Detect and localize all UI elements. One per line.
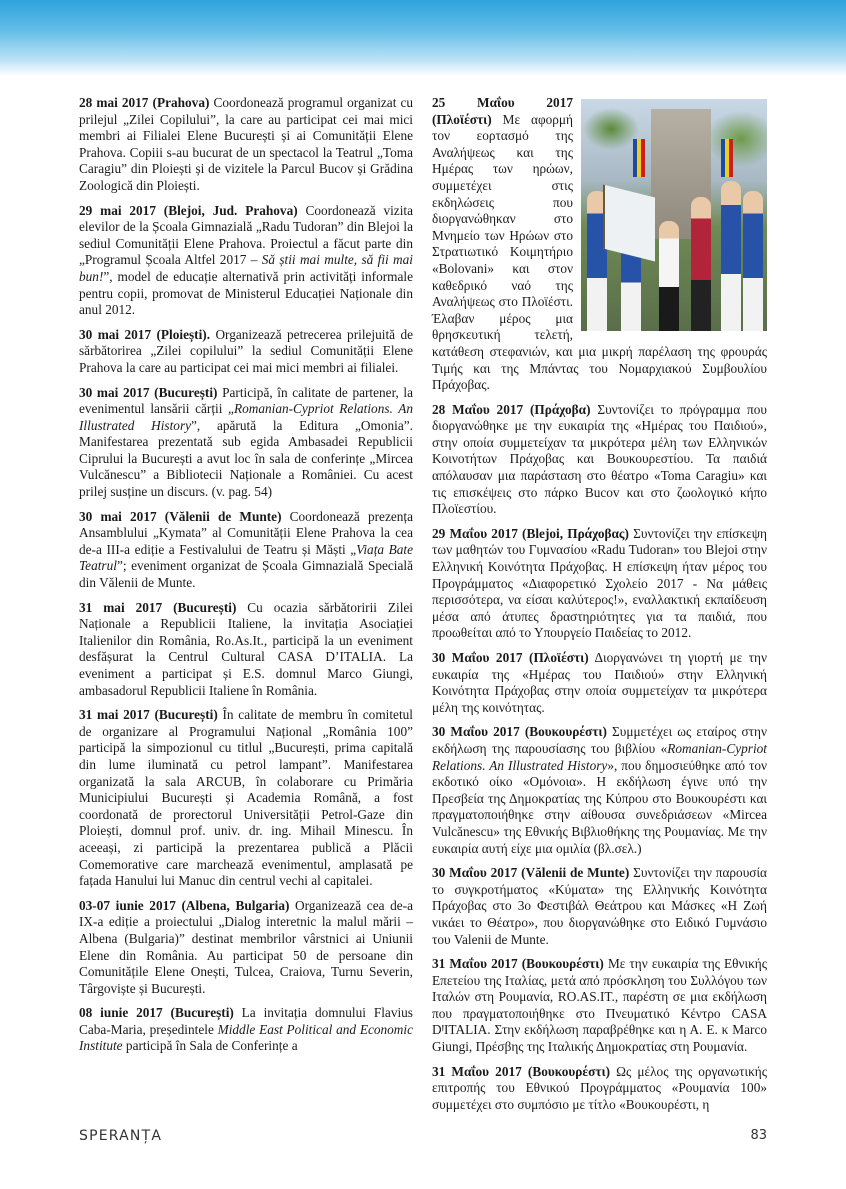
header-band: [0, 0, 846, 76]
person-figure: [721, 181, 741, 331]
entry: 30 Μαΐου 2017 (Vălenii de Munte) Συντονίζει την παρουσία το συγκροτήματος «Κύματα» της Ελληνικής Κοινότητα Πράχοβας στο 3ο Φεστιβάλ Θεάτρου και Μάσκες «Η Ζωή νικάει το Θέατρο», που διοργανώθηκε στο Ειδικό Γυμνάσιο του Valenii de Munte.: [432, 865, 767, 947]
publication-name: SPERANȚA: [79, 1128, 163, 1144]
entry: 29 mai 2017 (Blejoi, Jud. Prahova) Coordonează vizita elevilor de la Școala Gimnazială „Radu Tudoran” din Blejoi la sediul Comunității Elene Prahova. Proiectul a făcut parte din „Programul Școala Altfel 2017 – Să știi mai multe, să fii mai bun!”, model de educație alternativă prin activități informale pentru copii, promovat de Ministerul Educației Naționale din anul 2012.: [79, 202, 413, 318]
right-column: [432, 95, 767, 1121]
person-figure: [743, 191, 763, 331]
entry: 30 mai 2017 (Ploiești). Organizează petrecerea prilejuită de sărbătorirea „Zilei copilului” la sediul Comunității Elene Prahova la care au participat cei mai mici membri ai filialei.: [79, 326, 413, 375]
entry: 30 mai 2017 (Vălenii de Munte) Coordonează prezența Ansamblului „Kymata” al Comunității Elene Prahova la cea de-a III-a ediție a Festivalului de Teatru și Măști „Viața Bate Teatrul”; eveniment organizat de Școala Gimnazială Specială din Vălenii de Munte.: [79, 508, 414, 591]
entry: 31 Μαΐου 2017 (Βουκουρέστι) Με την ευκαιρία της Εθνικής Επετείου της Ιταλίας, μετά από πρόσκληση του Συλλόγου των Ιταλών στη Ρουμανία, RO.AS.IT., παρέστη σε μια εκδήλωση που πραγματοποιήθηκε στο Πνευματικό Κέντρο CASA DꞋITALIA. Στην εκδήλωση παραβρέθηκε και η Α. Ε. κ Marco Giungi, Πρέσβης της Ιταλικής Δημοκρατίας στη Ρουμανία.: [432, 956, 767, 1055]
page-number: 83: [750, 1128, 767, 1143]
entry: 29 Μαΐου 2017 (Blejoi, Πράχοβας) Συντονίζει την επίσκεψη των μαθητών του Γυμνασίου «Radu Tudoran» του Blejoi στην Ελληνική Κοινότητα Πράχοβας. Η επίσκεψη ήταν μέρος του Προγράμματος «Διαφορετικό Σχολείο 2017 - Να μάθεις περισσότερα, να είσαι καλύτερος!», εναλλακτική εκπαίδευση μέσα από άτυπες δραστηριότητες για τα παιδιά, που προωθείται από το Υπουργείο Παιδείας το 2012.: [432, 525, 768, 641]
entry: 30 Μαΐου 2017 (Βουκουρέστι) Συμμετέχει ως εταίρος στην εκδήλωση της παρουσίασης του βιβλίου «Romanian-Cypriot Relations. An Illustrated History», που δημοσιεύθηκε από τον εκδοτικό οίκο «Ομόνοια». Η εκδήλωση έγινε υπό την Πρεσβεία της Δημοκρατίας της Κύπρου στο Βουκουρέστι και πραγματοποιήθηκε στην αίθουσα συνεδριάσεων «Mircea Vulcănescu» της Εθνικής Βιβλιοθήκης της Ρουμανίας. Με την ευκαιρία αυτή είχε μια ομιλία (βλ.σελ.): [432, 724, 767, 856]
event-photo: [581, 99, 767, 331]
romanian-flag-icon: [633, 139, 645, 177]
entry: 28 Μαΐου 2017 (Πράχοβα) Συντονίζει το πρόγραμμα που διοργανώθηκε με την ευκαιρία της «Ημέρας του Παιδιού», στην οποία συμμετείχαν τα μικρότερα μέλη των Ελληνικών Κοινοτήτων Πράχοβας και Βουκουρεστίου. Τα παιδιά απόλαυσαν μια παράσταση στο θέατρο «Toma Caragiu» και τις επισκέψεις στο πάρκο Bucov και στο ζωολογικό κήπο Πλοϊεστίου.: [432, 401, 767, 517]
romanian-flag-icon: [721, 139, 733, 177]
entry: 31 mai 2017 (București) Cu ocazia sărbătoririi Zilei Naționale a Republicii Italiene, la invitația Asociației Italienilor din România, Ro.As.It., participă la un eveniment desfășurat la Centrul Cultural CASA D’ITALIA. La eveniment a participat și E.S. domnul Marco Giungi, ambasadorul Republicii Italiene în România.: [79, 599, 413, 698]
entry: 25 Μαΐου 2017 (Πλοϊέστι) Με αφορμή τον εορτασμό της Αναλήψεως και της Ημέρας των ηρώων, συμμετέχει στις εκδηλώσεις που διοργανώθηκαν στο Μνημείο των Ηρώων στο Στρατιωτικό Κοιμητήριο «Bolovani» και στον καθεδρικό ναό της Αναλήψεως στο Πλοϊέστι. Έλαβαν μέρος μια θρησκευτική τελετή, κατάθεση στεφανιών, και μια μικρή παρέλαση της φρουράς Τιμής και της Μπάντας του Νομαρχιακού Συμβουλίου Πράχοβας.: [432, 95, 767, 393]
white-flag-shape: [603, 185, 655, 262]
entry: 28 mai 2017 (Prahova) Coordonează programul organizat cu prilejul „Zilei Copilului”, la care au participat cei mai mici membri ai Filialei Elene București și ai Comunității Elene Prahova. Copiii s-au bucurat de un spectacol la Teatrul „Toma Caragiu” din Ploiești și de vizitele la Parcul Bucov și Grădina Zoologică din Ploiești.: [79, 95, 414, 193]
entry: 03-07 iunie 2017 (Albena, Bulgaria) Organizează cea de-a IX-a ediție a proiectului „Dialog interetnic la malul mării – Albena (Bulgaria)” destinat membrilor vârstnici ai Uniunii Elene din România. Au participat 50 de persoane din Comunitățile Elene Onești, Tulcea, Craiova, Turnu Severin, Târgoviște și București.: [79, 897, 413, 996]
entry: 31 mai 2017 (București) În calitate de membru în comitetul de organizare al Programului Național „România 100” participă la simpozionul cu titlul „București, prima capitală din lume iluminată cu petrol lampant”. Manifestarea organizată la sala ARCUB, în colaborare cu Primăria Municipiului București și Academia Română, a fost coordonată de prorectorul Universității Petrol-Gaze din Ploiești, domnul prof. univ. dr. ing. Mihail Minescu. În aceeași, zi participă la prezentarea publică a Plăcii Comemorative care marchează evenimentul, amplasată pe fațada Hanului lui Manuc din centrul vechi al capitalei.: [79, 707, 413, 889]
entry: 31 Μαΐου 2017 (Βουκουρέστι) Ως μέλος της οργανωτικής επιτροπής του Εθνικού Προγράμματος «Ρουμανία 100» συμμετέχει στο συμπόσιο με τίτλο «Βουκουρέστι, η: [432, 1063, 767, 1112]
entry: 08 iunie 2017 (București) La invitația domnului Flavius Caba-Maria, președintele Middle East Political and Economic Institute participă în Sala de Conferințe a: [79, 1005, 413, 1054]
photo-heroes-monument: [581, 99, 767, 331]
person-figure: [691, 197, 711, 331]
entry: 30 mai 2017 (București) Participă, în calitate de partener, la evenimentul lansării cărții „Romanian-Cypriot Relations. An Illustrated History”, apărută la Editura „Omonia”. Manifestarea prezentată sub egida Ambasadei Republicii Ciprului la București a avut loc în sala de conferințe „Mircea Vulcănescu” a Bibliotecii Naționale a României. Cu acest prilej susține un discurs. (v. pag. 54): [79, 384, 414, 500]
left-column: [79, 95, 413, 1063]
entry: 30 Μαΐου 2017 (Πλοϊέστι) Διοργανώνει τη γιορτή με την ευκαιρία της «Ημέρας του Παιδιού» στην Ελληνική Κοινότητα Πράχοβας στην οποία συμμετείχαν τα μικρότερα μέλη της κοινότητας.: [432, 650, 767, 715]
person-figure: [659, 221, 679, 331]
